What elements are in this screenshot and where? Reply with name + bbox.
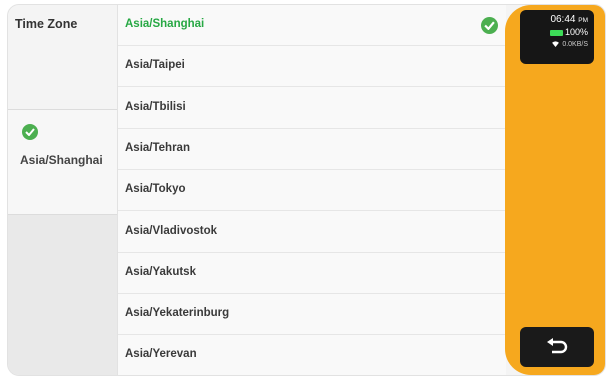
check-circle-icon [481, 17, 498, 34]
timezone-label: Asia/Taipei [125, 59, 185, 72]
timezone-row[interactable] [118, 294, 506, 335]
battery-icon [550, 30, 563, 36]
timezone-label: Asia/Shanghai [125, 18, 205, 30]
timezone-row[interactable] [118, 5, 506, 46]
timezone-row[interactable] [118, 129, 506, 170]
clock [520, 14, 588, 27]
left-header [8, 5, 117, 110]
check-circle-icon [22, 124, 38, 140]
timezone-label: Asia/Vladivostok [125, 224, 218, 237]
timezone-row[interactable] [118, 335, 506, 376]
timezone-label: Asia/Tehran [125, 141, 190, 154]
timezone-label: Asia/Yakutsk [125, 265, 196, 278]
battery-status [520, 27, 588, 38]
timezone-label: Asia/Yerevan [125, 348, 197, 361]
network-speed: 0.0KB/S [562, 41, 588, 48]
battery-level: 100% [564, 27, 588, 37]
timezone-row[interactable] [118, 46, 506, 87]
timezone-row[interactable] [118, 253, 506, 294]
app-window [7, 4, 606, 376]
timezone-row[interactable] [118, 212, 506, 253]
timezone-label: Asia/Tbilisi [125, 100, 186, 113]
back-arrow-icon [546, 338, 568, 356]
left-panel [8, 5, 117, 375]
timezone-row[interactable] [118, 88, 506, 129]
status-panel [520, 10, 594, 64]
selected-timezone-card [8, 110, 117, 215]
clock-time: 06:44 [550, 14, 576, 25]
page-title: Time Zone [15, 17, 78, 31]
network-status [520, 38, 588, 50]
timezone-list[interactable] [117, 5, 506, 375]
selected-timezone-label: Asia/Shanghai [20, 153, 103, 167]
wifi-icon [551, 41, 560, 47]
timezone-label: Asia/Yekaterinburg [125, 307, 230, 320]
timezone-label: Asia/Tokyo [125, 183, 186, 196]
timezone-row[interactable] [118, 170, 506, 211]
back-button[interactable] [520, 327, 594, 367]
clock-ampm: PM [578, 17, 588, 24]
